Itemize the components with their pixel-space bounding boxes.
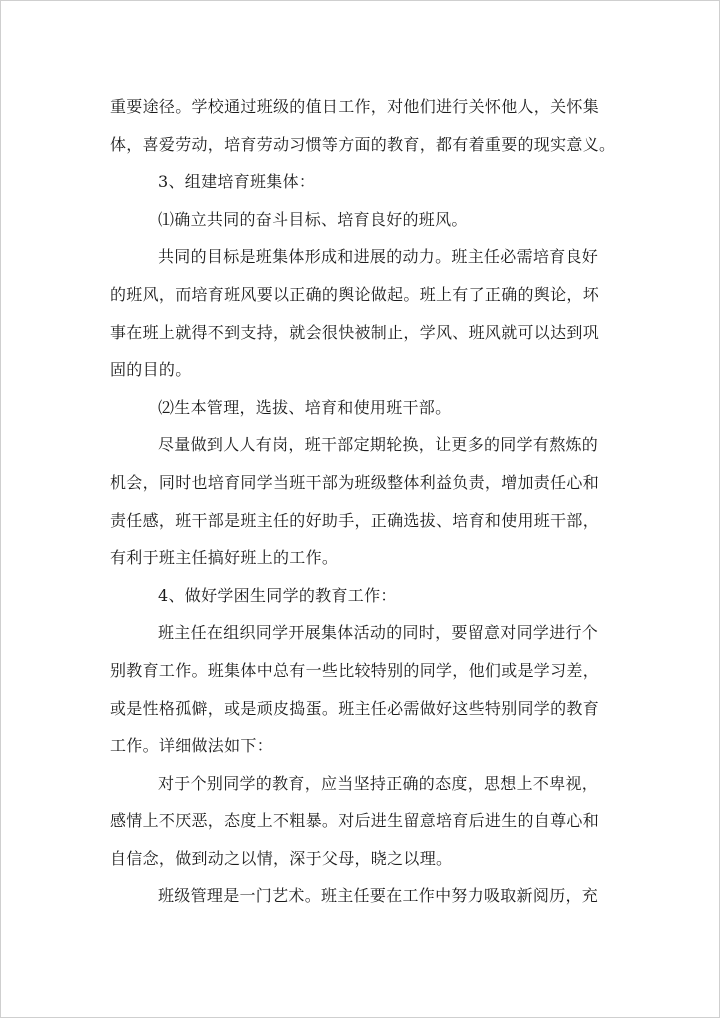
text-line: 工作。详细做法如下：	[110, 736, 274, 756]
text-line: 体，喜爱劳动，培育劳动习惯等方面的教育，都有着重要的现实意义。	[110, 134, 616, 154]
text-line: 固的目的。	[110, 360, 192, 380]
text-line: 的班风，而培育班风要以正确的舆论做起。班上有了正确的舆论，坏	[110, 284, 600, 304]
section-heading: 3、组建培育班集体：	[158, 172, 316, 192]
text-line: 班级管理是一门艺术。班主任要在工作中努力吸取新阅历，充	[158, 886, 599, 906]
text-line: 别教育工作。班集体中总有一些比较特别的同学，他们或是学习差，	[110, 660, 600, 680]
text-line: 机会，同时也培育同学当班干部为班级整体利益负责，增加责任心和	[110, 472, 600, 492]
text-line: 尽量做到人人有岗，班干部定期轮换，让更多的同学有熬炼的	[158, 435, 599, 455]
text-line: 班主任在组织同学开展集体活动的同时，要留意对同学进行个	[158, 623, 599, 643]
text-line: 责任感，班干部是班主任的好助手，正确选拔、培育和使用班干部，	[110, 510, 600, 530]
text-line: 感情上不厌恶，态度上不粗暴。对后进生留意培育后进生的自尊心和	[110, 811, 600, 831]
document-body	[110, 88, 615, 915]
subsection-heading: ⑴确立共同的奋斗目标、培育良好的班风。	[158, 209, 468, 229]
text-line: 自信念，做到动之以情，深于父母，晓之以理。	[110, 848, 453, 868]
text-line: 共同的目标是班集体形成和进展的动力。班主任必需培育良好	[158, 247, 599, 267]
text-line: 或是性格孤僻，或是顽皮捣蛋。班主任必需做好这些特别同学的教育	[110, 698, 600, 718]
text-line: 有利于班主任搞好班上的工作。	[110, 548, 339, 568]
text-line: 事在班上就得不到支持，就会很快被制止，学风、班风就可以达到巩	[110, 322, 600, 342]
text-line: 重要途径。学校通过班级的值日工作，对他们进行关怀他人，关怀集	[110, 97, 600, 116]
section-heading: 4、做好学困生同学的教育工作：	[158, 585, 397, 605]
subsection-heading: ⑵生本管理，选拔、培育和使用班干部。	[158, 397, 452, 417]
text-line: 对于个别同学的教育，应当坚持正确的态度，思想上不卑视，	[158, 773, 599, 793]
